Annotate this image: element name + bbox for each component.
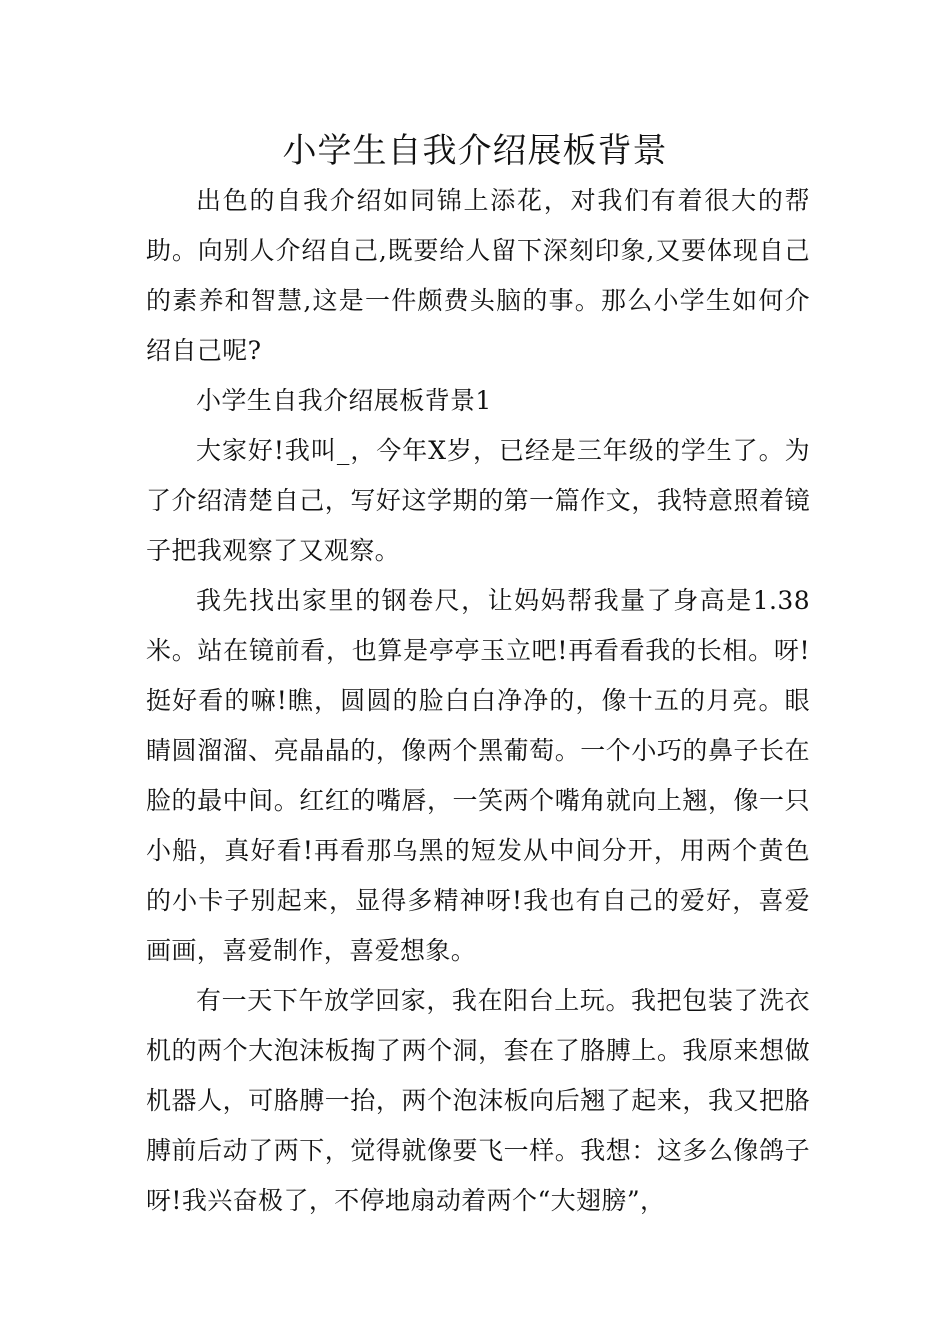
section-heading: 小学生自我介绍展板背景1	[196, 386, 492, 415]
body-paragraph: 大家好!我叫_，今年X岁，已经是三年级的学生了。为了介绍清楚自己，写好这学期的第一篇作文，我特意照着镜子把我观察了又观察。	[146, 436, 810, 565]
body-paragraph: 有一天下午放学回家，我在阳台上玩。我把包装了洗衣机的两个大泡沫板掏了两个洞，套在了胳膊上。我原来想做机器人，可胳膊一抬，两个泡沫板向后翘了起来，我又把胳膊前后动了两下，觉得就像要飞一样。我想：这多么像鸽子呀!我兴奋极了，不停地扇动着两个“大翅膀”，	[146, 986, 810, 1215]
body-paragraph: 我先找出家里的钢卷尺，让妈妈帮我量了身高是1.38米。站在镜前看，也算是亭亭玉立吧!再看看我的长相。呀!挺好看的嘛!瞧，圆圆的脸白白净净的，像十五的月亮。眼睛圆溜溜、亮晶晶的，像两个黑葡萄。一个小巧的鼻子长在脸的最中间。红红的嘴唇，一笑两个嘴角就向上翘，像一只小船，真好看!再看那乌黑的短发从中间分开，用两个黄色的小卡子别起来，显得多精神呀!我也有自己的爱好，喜爱画画，喜爱制作，喜爱想象。	[146, 586, 810, 965]
intro-paragraph: 出色的自我介绍如同锦上添花，对我们有着很大的帮助。向别人介绍自己,既要给人留下深刻印象,又要体现自己的素养和智慧,这是一件颇费头脑的事。那么小学生如何介绍自己呢?	[146, 186, 810, 365]
document-body	[146, 176, 810, 1226]
document-title: 小学生自我介绍展板背景	[282, 131, 668, 171]
